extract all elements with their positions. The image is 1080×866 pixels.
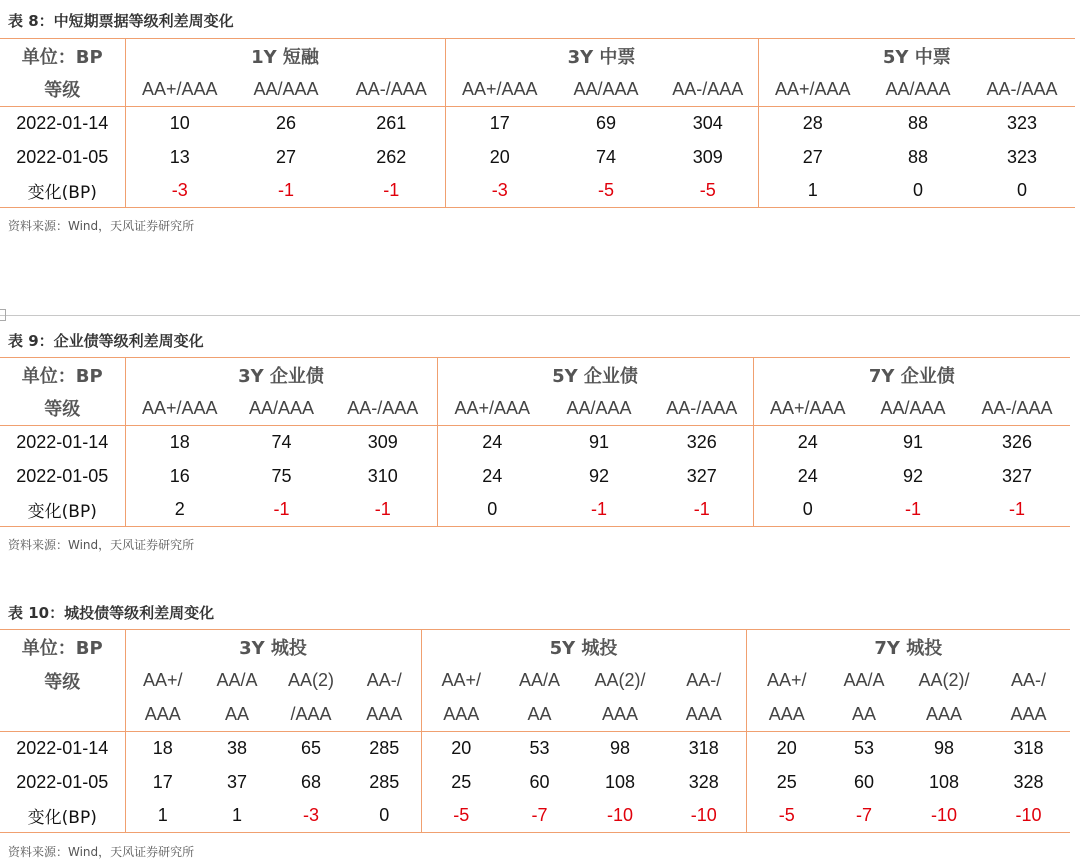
- subheader: /AAA: [290, 703, 332, 724]
- cell: 108: [929, 772, 960, 792]
- table-row-change: [0, 175, 1075, 208]
- cell: 24: [437, 426, 547, 460]
- cell: -5: [421, 800, 501, 833]
- cell: -7: [501, 800, 578, 833]
- table9-subheader-row: [0, 392, 1070, 426]
- subheader: AAA: [125, 698, 200, 732]
- cell: 0: [969, 175, 1075, 208]
- cell: 38: [200, 732, 274, 766]
- cell: -1: [234, 175, 338, 208]
- cell: -7: [827, 800, 901, 833]
- table9-caption: 表 9：企业债等级利差周变化: [8, 332, 204, 350]
- cell: 20: [445, 141, 554, 175]
- subheader: AA-/AAA: [666, 397, 738, 418]
- cell: 323: [969, 107, 1075, 141]
- cell: 18: [125, 732, 200, 766]
- cell: 17: [445, 107, 554, 141]
- table8-subheader-row: [0, 73, 1075, 107]
- group-header: 5Y 城投: [421, 630, 746, 664]
- cell: -10: [901, 800, 987, 833]
- cell: 68: [300, 772, 322, 792]
- cell: 327: [1002, 466, 1033, 486]
- cell: 326: [964, 426, 1070, 460]
- cell: 0: [348, 800, 421, 833]
- divider-marker: [0, 309, 6, 321]
- group-header: 7Y 城投: [746, 630, 1070, 664]
- table8-caption: 表 8：中短期票据等级利差周变化: [8, 12, 234, 30]
- table9: [0, 357, 1070, 527]
- subheader: AA-/AAA: [355, 78, 427, 99]
- subheader: AAA: [602, 703, 639, 724]
- cell: 60: [529, 772, 550, 792]
- subheader: AA+/: [125, 664, 200, 698]
- subheader: AA-/AAA: [672, 78, 744, 99]
- section-divider: [0, 315, 1080, 316]
- cell: 20: [421, 732, 501, 766]
- subheader: AA(2)/: [594, 670, 646, 690]
- table8-source: 资料来源：Wind，天风证券研究所: [8, 219, 195, 233]
- group-header: 3Y 企业债: [125, 358, 437, 392]
- cell: 27: [275, 147, 297, 167]
- cell: -5: [658, 175, 758, 208]
- unit-label: 单位：BP: [0, 630, 125, 664]
- cell: 262: [376, 147, 407, 167]
- subheader: AA+/AAA: [445, 73, 554, 107]
- cell: 261: [338, 107, 445, 141]
- cell: 24: [753, 460, 862, 494]
- cell: 309: [692, 147, 723, 167]
- cell: 16: [125, 460, 234, 494]
- cell: 74: [596, 147, 617, 167]
- subheader: AA(2)/: [918, 670, 970, 690]
- cell: 17: [125, 766, 200, 800]
- cell: 304: [658, 107, 758, 141]
- table-row-change: [0, 800, 1070, 833]
- cell: 327: [686, 466, 717, 486]
- cell: -3: [274, 800, 348, 833]
- cell: -10: [662, 800, 746, 833]
- cell: 1: [125, 800, 200, 833]
- subheader: AA+/AAA: [753, 392, 862, 426]
- subheader: AA-/: [1011, 670, 1047, 690]
- cell: 74: [234, 426, 329, 460]
- cell: -10: [987, 800, 1070, 833]
- cell: 318: [987, 732, 1070, 766]
- cell: 10: [125, 107, 234, 141]
- subheader: AA/AAA: [880, 397, 946, 418]
- table10: [0, 629, 1070, 833]
- cell: 13: [125, 141, 234, 175]
- group-header: 5Y 中票: [758, 39, 1075, 73]
- unit-label: 单位：BP: [0, 358, 125, 392]
- row-label: 2022-01-05: [16, 147, 109, 167]
- row-label: 2022-01-05: [16, 466, 109, 486]
- cell: 108: [604, 772, 636, 792]
- row-label: 2022-01-14: [0, 107, 125, 141]
- cell: 69: [554, 107, 658, 141]
- cell: -1: [338, 175, 445, 208]
- cell: 0: [753, 494, 862, 527]
- cell: 323: [1007, 147, 1038, 167]
- subheader: AA/A: [519, 670, 561, 690]
- table-row: [0, 732, 1070, 766]
- subheader: AA-/AAA: [981, 397, 1053, 418]
- empty-cell: [0, 698, 125, 732]
- subheader: AA+/: [746, 664, 827, 698]
- cell: -5: [554, 175, 658, 208]
- cell: 18: [125, 426, 234, 460]
- cell: 26: [234, 107, 338, 141]
- subheader: AA-/AAA: [347, 397, 419, 418]
- row-label: 变化(BP): [0, 494, 125, 527]
- subheader: AAA: [1010, 703, 1047, 724]
- table-row: [0, 426, 1070, 460]
- group-header: 5Y 企业债: [437, 358, 753, 392]
- cell: 53: [827, 732, 901, 766]
- subheader: AAA: [366, 703, 403, 724]
- table-row: [0, 460, 1070, 494]
- grade-label: 等级: [44, 80, 81, 102]
- cell: 310: [367, 466, 398, 486]
- cell: 98: [901, 732, 987, 766]
- cell: 92: [903, 466, 924, 486]
- cell: 285: [348, 732, 421, 766]
- cell: 37: [226, 772, 248, 792]
- group-header: 3Y 城投: [125, 630, 421, 664]
- row-label: 2022-01-14: [0, 732, 125, 766]
- subheader: AA: [224, 703, 249, 724]
- cell: 1: [200, 800, 274, 833]
- cell: -1: [651, 494, 753, 527]
- cell: 65: [274, 732, 348, 766]
- cell: 92: [589, 466, 610, 486]
- cell: 75: [271, 466, 292, 486]
- table-row-change: [0, 494, 1070, 527]
- cell: -1: [329, 494, 437, 527]
- cell: 1: [758, 175, 867, 208]
- cell: 24: [437, 460, 547, 494]
- subheader: AA(2): [287, 670, 334, 690]
- table10-caption: 表 10：城投债等级利差周变化: [8, 604, 215, 622]
- subheader: AA+/: [421, 664, 501, 698]
- subheader: AA/AAA: [573, 78, 639, 99]
- cell: 91: [547, 426, 651, 460]
- subheader: AA+/AAA: [125, 392, 234, 426]
- group-header: 3Y 中票: [445, 39, 758, 73]
- cell: 88: [867, 107, 969, 141]
- subheader: AAA: [926, 703, 963, 724]
- subheader: AA/AAA: [885, 78, 951, 99]
- cell: 20: [746, 732, 827, 766]
- cell: 60: [854, 772, 875, 792]
- subheader: AAA: [746, 698, 827, 732]
- table8-group-row: [0, 39, 1075, 73]
- cell: -1: [547, 494, 651, 527]
- cell: -1: [964, 494, 1070, 527]
- cell: 88: [908, 147, 929, 167]
- cell: 285: [369, 772, 400, 792]
- cell: 0: [867, 175, 969, 208]
- cell: -5: [746, 800, 827, 833]
- cell: 53: [501, 732, 578, 766]
- subheader: AA-/AAA: [986, 78, 1058, 99]
- table8: [0, 38, 1075, 208]
- cell: 91: [862, 426, 964, 460]
- table10-group-row: [0, 630, 1070, 664]
- cell: 25: [746, 766, 827, 800]
- table9-source: 资料来源：Wind，天风证券研究所: [8, 538, 195, 552]
- cell: -1: [862, 494, 964, 527]
- table9-group-row: [0, 358, 1070, 392]
- table10-subheader-row: [0, 664, 1070, 698]
- cell: -3: [445, 175, 554, 208]
- grade-label: 等级: [44, 399, 81, 421]
- cell: 328: [1013, 772, 1044, 792]
- cell: 318: [662, 732, 746, 766]
- row-label: 变化(BP): [0, 175, 125, 208]
- subheader: AAA: [685, 703, 722, 724]
- cell: 328: [688, 772, 719, 792]
- row-label: 变化(BP): [0, 800, 125, 833]
- subheader: AA: [852, 703, 877, 724]
- cell: -1: [234, 494, 329, 527]
- subheader: AA/AAA: [253, 78, 319, 99]
- subheader: AA/A: [216, 670, 258, 690]
- subheader: AA-/: [686, 670, 722, 690]
- table-row: [0, 766, 1070, 800]
- table-row: [0, 141, 1075, 175]
- table10-source: 资料来源：Wind，天风证券研究所: [8, 845, 195, 859]
- subheader: AA+/AAA: [125, 73, 234, 107]
- cell: -3: [125, 175, 234, 208]
- table-row: [0, 107, 1075, 141]
- table10-subheader-row2: [0, 698, 1070, 732]
- cell: -10: [578, 800, 662, 833]
- row-label: 2022-01-05: [16, 772, 109, 792]
- cell: 0: [437, 494, 547, 527]
- subheader: AA+/AAA: [758, 73, 867, 107]
- cell: 2: [125, 494, 234, 527]
- unit-label: 单位：BP: [0, 39, 125, 73]
- cell: 27: [758, 141, 867, 175]
- subheader: AA/AAA: [566, 397, 632, 418]
- row-label: 2022-01-14: [0, 426, 125, 460]
- group-header: 7Y 企业债: [753, 358, 1070, 392]
- cell: 98: [578, 732, 662, 766]
- subheader: AA-/: [366, 670, 402, 690]
- subheader: AAA: [421, 698, 501, 732]
- subheader: AA/AAA: [248, 397, 315, 418]
- cell: 326: [651, 426, 753, 460]
- subheader: AA: [527, 703, 552, 724]
- subheader: AA+/AAA: [437, 392, 547, 426]
- subheader: AA/A: [843, 670, 885, 690]
- cell: 24: [753, 426, 862, 460]
- cell: 309: [329, 426, 437, 460]
- cell: 25: [421, 766, 501, 800]
- cell: 28: [758, 107, 867, 141]
- grade-label: 等级: [44, 671, 81, 693]
- group-header: 1Y 短融: [125, 39, 445, 73]
